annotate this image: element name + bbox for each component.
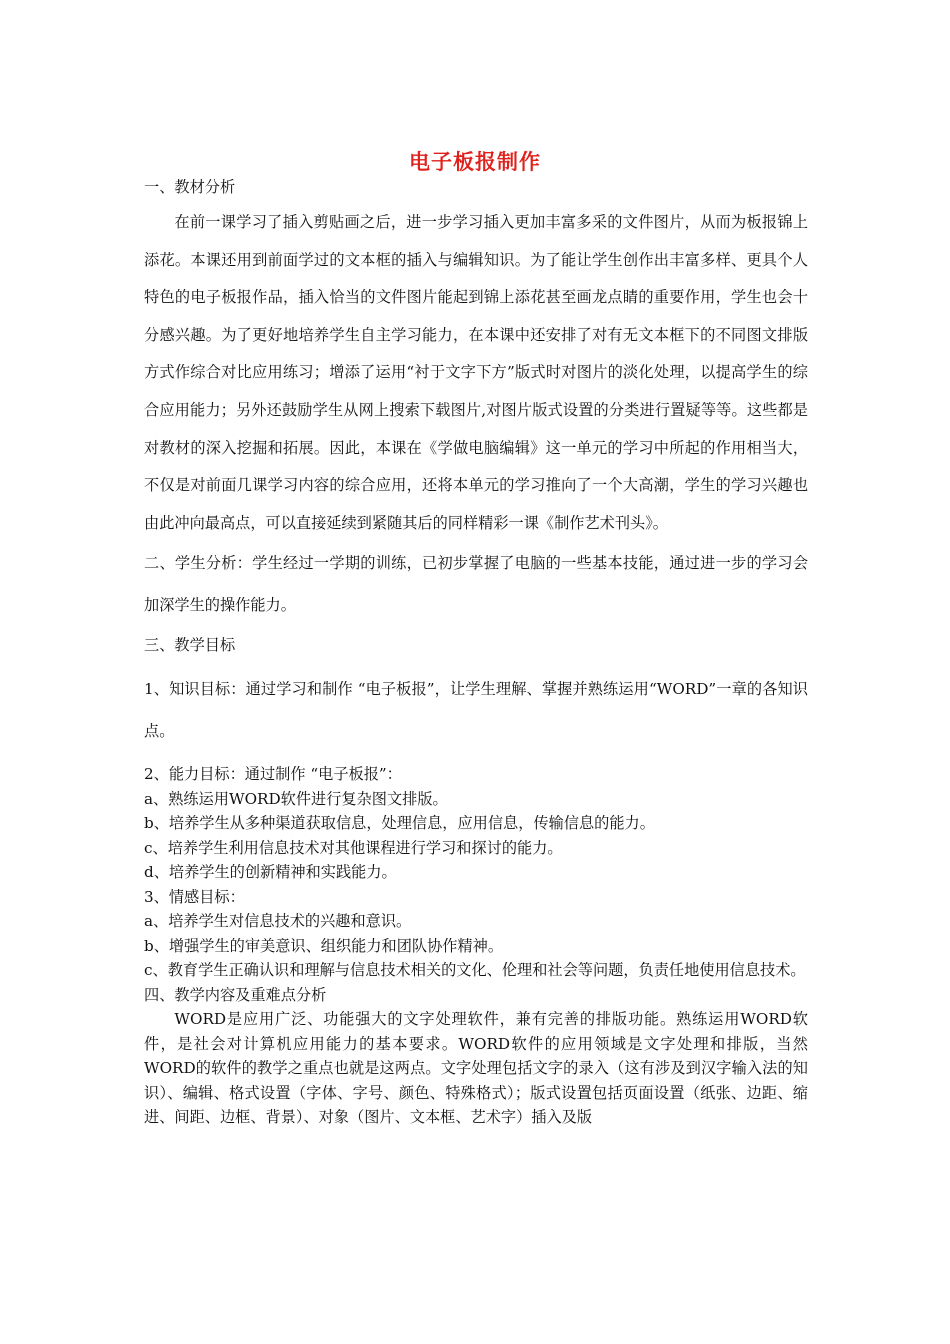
student-analysis-paragraph: 二、学生分析：学生经过一学期的训练，已初步掌握了电脑的一些基本技能，通过进一步的学习会加深学生的操作能力。: [144, 554, 808, 615]
section-heading-textbook-analysis: 一、教材分析: [144, 178, 236, 196]
section-heading-content-analysis: 四、教学内容及重难点分析: [144, 985, 327, 1004]
emotion-goal-heading: 3、情感目标：: [144, 887, 245, 906]
document-title: 电子板报制作: [409, 150, 541, 174]
ability-goal-heading: 2、能力目标：通过制作 “电子板报”：: [144, 765, 402, 784]
content-analysis-paragraph: WORD是应用广泛、功能强大的文字处理软件，兼有完善的排版功能。熟练运用WORD软件，是社会对计算机应用能力的基本要求。WORD软件的应用领域是文字处理和排版，当然WORD的软件的教学之重点也就是这两点。文字处理包括文字的录入（这有涉及到汉字输入法的知识）、编辑、格式设置（字体、字号、颜色、特殊格式）；版式设置包括页面设置（纸张、边距、缩进、间距、边框、背景）、对象（图片、文本框、艺术字）插入及版: [144, 1010, 808, 1127]
ability-goal-item: a、熟练运用WORD软件进行复杂图文排版。: [144, 789, 448, 808]
ability-goal-item: c、培养学生利用信息技术对其他课程进行学习和探讨的能力。: [144, 838, 563, 857]
emotion-goal-item: a、培养学生对信息技术的兴趣和意识。: [144, 912, 412, 931]
ability-goal-item: b、培养学生从多种渠道获取信息，处理信息，应用信息，传输信息的能力。: [144, 814, 655, 833]
textbook-analysis-paragraph: 在前一课学习了插入剪贴画之后，进一步学习插入更加丰富多采的文件图片，从而为板报锦上添花。本课还用到前面学过的文本框的插入与编辑知识。为了能让学生创作出丰富多样、更具个人特色的电子板报作品，插入恰当的文件图片能起到锦上添花甚至画龙点睛的重要作用，学生也会十分感兴趣。为了更好地培养学生自主学习能力，在本课中还安排了对有无文本框下的不同图文排版方式作综合对比应用练习；增添了运用“衬于文字下方”版式时对图片的淡化处理，以提高学生的综合应用能力；另外还鼓励学生从网上搜索下载图片,对图片版式设置的分类进行置疑等等。这些都是对教材的深入挖掘和拓展。因此，本课在《学做电脑编辑》这一单元的学习中所起的作用相当大，不仅是对前面几课学习内容的综合应用，还将本单元的学习推向了一个大高潮，学生的学习兴趣也由此冲向最高点，可以直接延续到紧随其后的同样精彩一课《制作艺术刊头》。: [144, 213, 808, 532]
section-heading-teaching-goals: 三、教学目标: [144, 636, 236, 655]
document-body: [144, 176, 808, 1130]
knowledge-goal: 1、知识目标：通过学习和制作 “电子板报”，让学生理解、掌握并熟练运用“WORD”一章的各知识点。: [144, 680, 808, 741]
emotion-goal-item: b、增强学生的审美意识、组织能力和团队协作精神。: [144, 936, 504, 955]
ability-goal-item: d、培养学生的创新精神和实践能力。: [144, 863, 397, 882]
emotion-goal-item: c、教育学生正确认识和理解与信息技术相关的文化、伦理和社会等问题，负责任地使用信息技术。: [144, 961, 806, 980]
